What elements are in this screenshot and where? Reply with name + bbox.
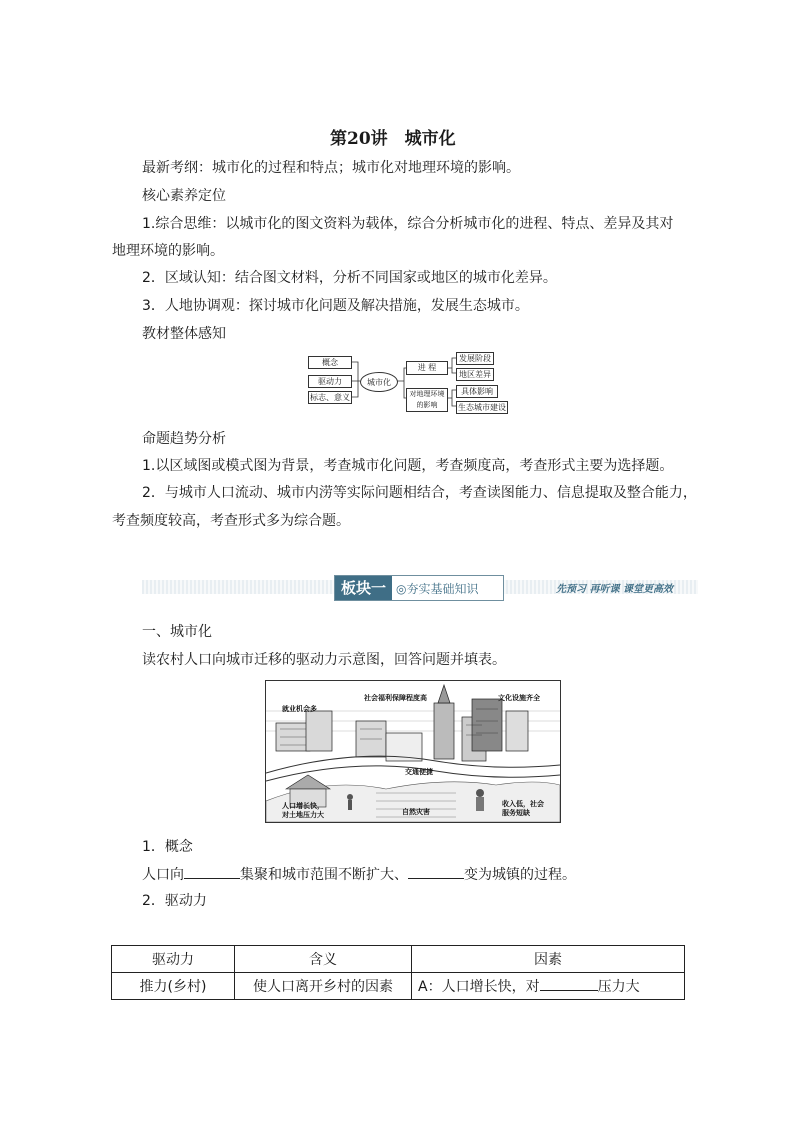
concept-text-2: 集聚和城市范围不断扩大、 [240,867,408,883]
section-banner [142,571,698,605]
trend-item-1: 1.以区域图或模式图为背景，考查城市化问题，考查频度高，考查形式主要为选择题。 [142,458,674,474]
factor-blank[interactable] [540,976,598,991]
table-header-row [112,946,685,973]
mind-map-node-sign-meaning: 标志、意义 [310,393,350,402]
trend-item-2-line2: 考查频度较高，考查形式多为综合题。 [112,513,350,529]
exam-outline: 最新考纲：城市化的过程和特点；城市化对地理环境的影响。 [142,160,520,176]
literacy-item-1-line1: 1.综合思维：以城市化的图文资料为载体，综合分析城市化的进程、特点、差异及其对 [142,216,674,232]
concept-text-3: 变为城镇的过程。 [464,867,576,883]
literacy-item-1-line2: 地理环境的影响。 [112,243,224,259]
concept-blank-1[interactable] [184,864,240,879]
label-culture: 文化设施齐全 [498,693,540,702]
factor-text-b: 压力大 [597,979,640,995]
label-welfare: 社会福利保障程度高 [364,693,427,702]
label-population: 人口增长快，对土地压力大 [282,801,324,819]
banner-slogan: 先预习 再听课 课堂更高效 [556,584,673,595]
mind-map-node-regional-differences: 地区差异 [456,368,494,381]
mind-map-node-impact: 对地理环境的影响 [406,388,448,412]
label-jobs: 就业机会多 [282,704,317,713]
migration-driving-force-illustration [265,680,561,823]
literacy-item-3: 3．人地协调观：探讨城市化问题及解决措施，发展生态城市。 [142,298,529,314]
table-cell: 使人口离开乡村的因素 [235,973,412,1000]
concept-blank-2[interactable] [408,864,464,879]
mind-map-node-stages: 发展阶段 [456,352,494,365]
mind-map-node-driving-force: 驱动力 [308,375,352,388]
label-disaster: 自然灾害 [402,807,430,816]
mind-map-node-urbanization: 城市化 [360,372,398,392]
mind-map-node-specific-impacts: 具体影响 [456,385,498,398]
label-income: 收入低，社会服务短缺 [502,799,544,817]
concept-text-1: 人口向 [142,867,184,883]
table-cell [412,973,685,1000]
factor-text-a: A：人口增长快，对 [418,979,540,995]
literacy-item-2: 2．区域认知：结合图文材料，分析不同国家或地区的城市化差异。 [142,270,557,286]
textbook-heading: 教材整体感知 [142,326,226,342]
table-header-cell: 驱动力 [112,946,235,973]
banner-subheading: ◎夯实基础知识 [396,581,479,596]
trend-item-2-line1: 2．与城市人口流动、城市内涝等实际问题相结合，考查读图能力、信息提取及整合能力， [142,485,697,501]
reading-instruction: 读农村人口向城市迁移的驱动力示意图，回答问题并填表。 [142,652,506,668]
driver-heading: 2．驱动力 [142,893,207,909]
banner-heading: 板块一 [335,576,392,600]
concept-heading: 1．概念 [142,839,193,855]
mind-map [300,348,520,418]
table-cell: 推力(乡村) [112,973,235,1000]
page-title: 第20讲 城市化 [330,129,456,149]
label-traffic: 交通便捷 [405,767,433,776]
section-heading-urbanization: 一、城市化 [142,624,212,640]
table-header-cell: 因素 [412,946,685,973]
mind-map-node-concept: 概念 [308,356,352,369]
driving-force-table [111,945,685,1000]
table-row [112,973,685,1000]
trend-heading: 命题趋势分析 [142,431,226,447]
literacy-heading: 核心素养定位 [142,188,226,204]
mind-map-node-process: 进 程 [406,361,448,375]
concept-sentence [142,864,576,885]
table-header-cell: 含义 [235,946,412,973]
banner-box [334,575,504,601]
mind-map-node-eco-city: 生态城市建设 [458,403,506,412]
